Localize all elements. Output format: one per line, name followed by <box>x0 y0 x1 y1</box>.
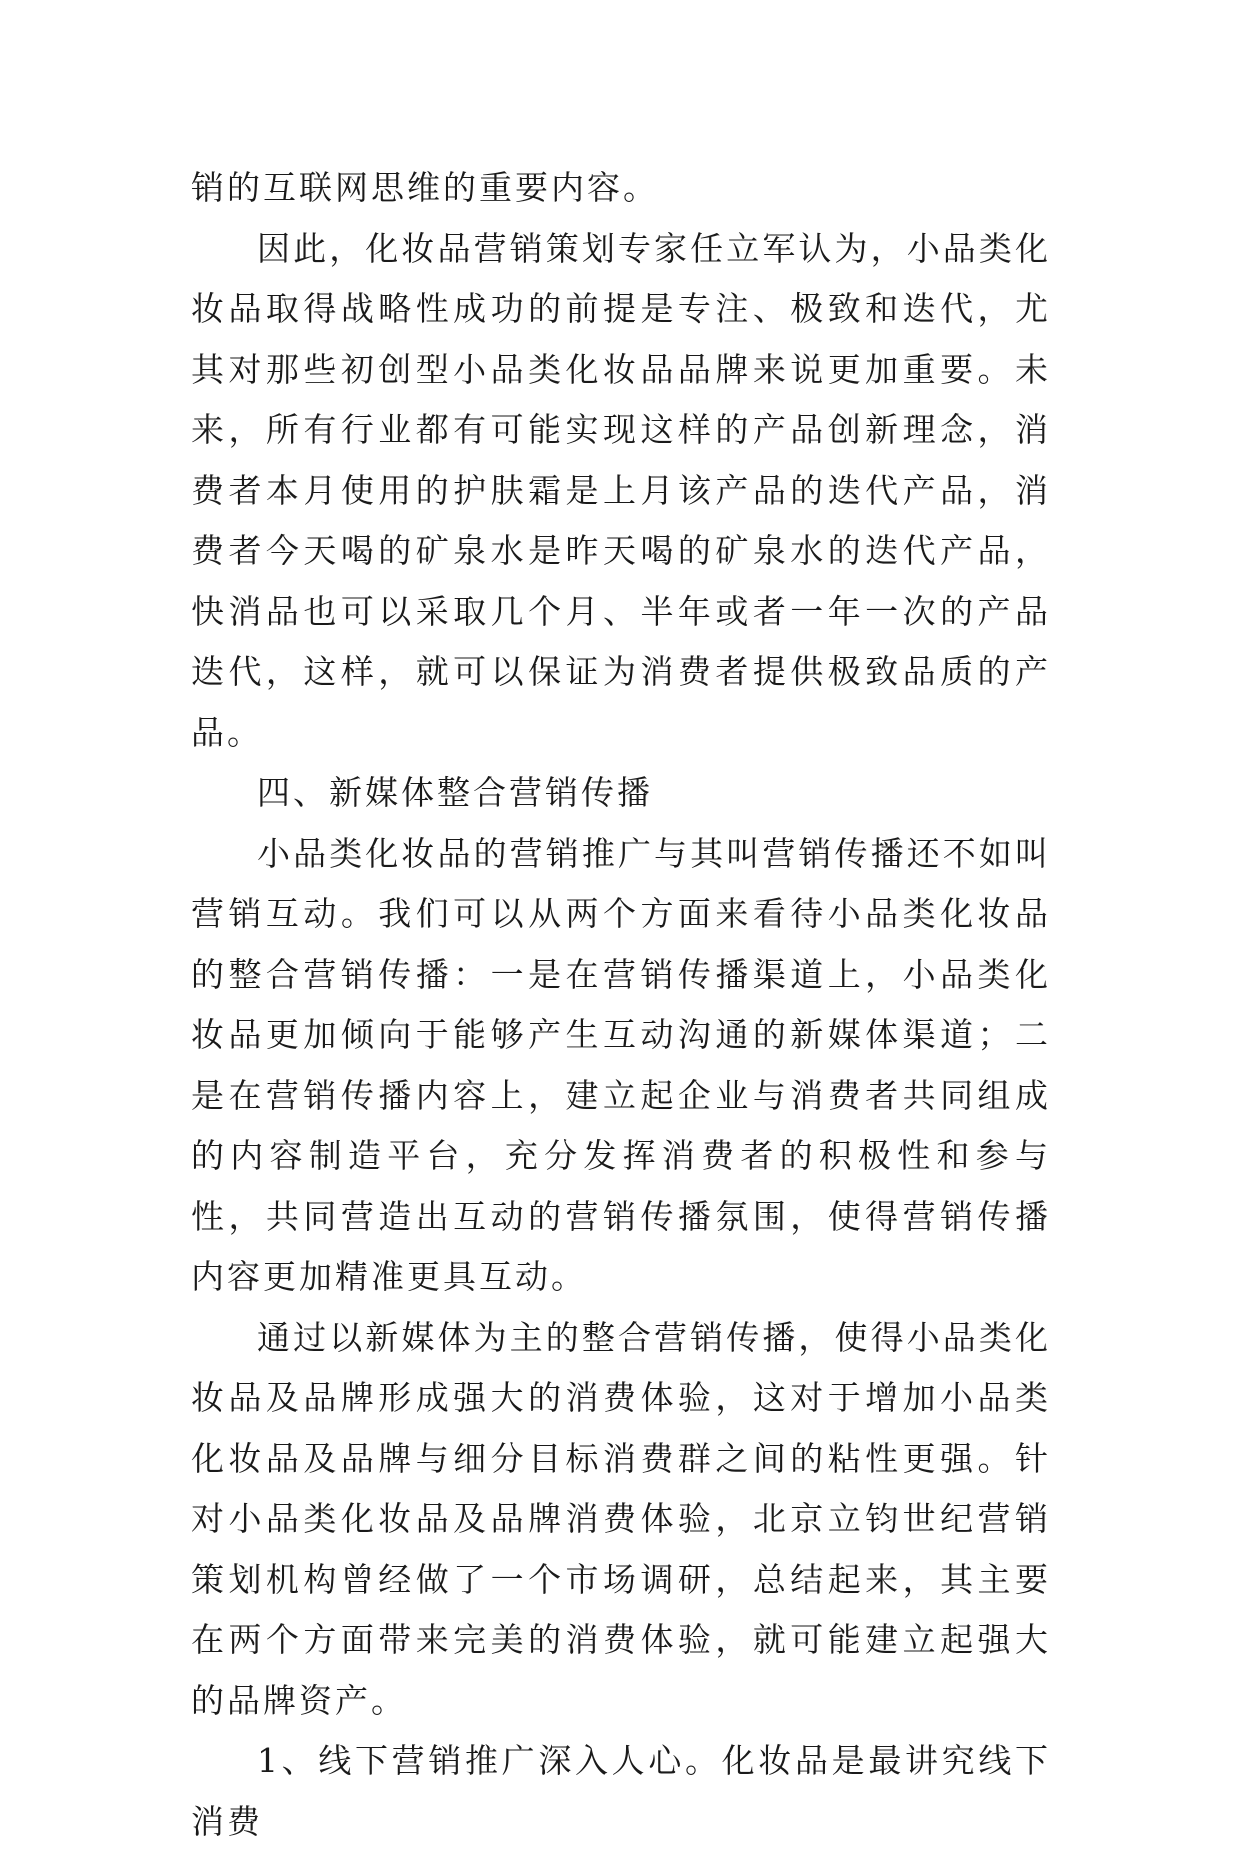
paragraph-experience: 通过以新媒体为主的整合营销传播，使得小品类化妆品及品牌形成强大的消费体验，这对于增加小品类化妆品及品牌与细分目标消费群之间的粘性更强。针对小品类化妆品及品牌消费体验，北京立钧世纪营销策划机构曾经做了一个市场调研，总结起来，其主要在两个方面带来完美的消费体验，就可能建立起强大的品牌资产。 <box>191 1317 1051 1720</box>
paragraph-conclusion: 因此，化妆品营销策划专家任立军认为，小品类化妆品取得战略性成功的前提是专注、极致和迭代，尤其对那些初创型小品类化妆品品牌来说更加重要。未来，所有行业都有可能实现这样的产品创新理念，消费者本月使用的护肤霜是上月该产品的迭代产品，消费者今天喝的矿泉水是昨天喝的矿泉水的迭代产品，快消品也可以采取几个月、半年或者一年一次的产品迭代，这样，就可以保证为消费者提供极致品质的产品。 <box>191 228 1051 752</box>
paragraph-continuation: 销的互联网思维的重要内容。 <box>191 168 659 207</box>
body-text <box>191 158 1051 1852</box>
list-item-1: 1、线下营销推广深入人心。化妆品是最讲究线下消费 <box>191 1741 1051 1841</box>
section-heading: 四、新媒体整合营销传播 <box>257 773 653 812</box>
paragraph-interaction: 小品类化妆品的营销推广与其叫营销传播还不如叫营销互动。我们可以从两个方面来看待小品类化妆品的整合营销传播：一是在营销传播渠道上，小品类化妆品更加倾向于能够产生互动沟通的新媒体渠道；二是在营销传播内容上，建立起企业与消费者共同组成的内容制造平台，充分发挥消费者的积极性和参与性，共同营造出互动的营销传播氛围，使得营销传播内容更加精准更具互动。 <box>191 833 1051 1296</box>
